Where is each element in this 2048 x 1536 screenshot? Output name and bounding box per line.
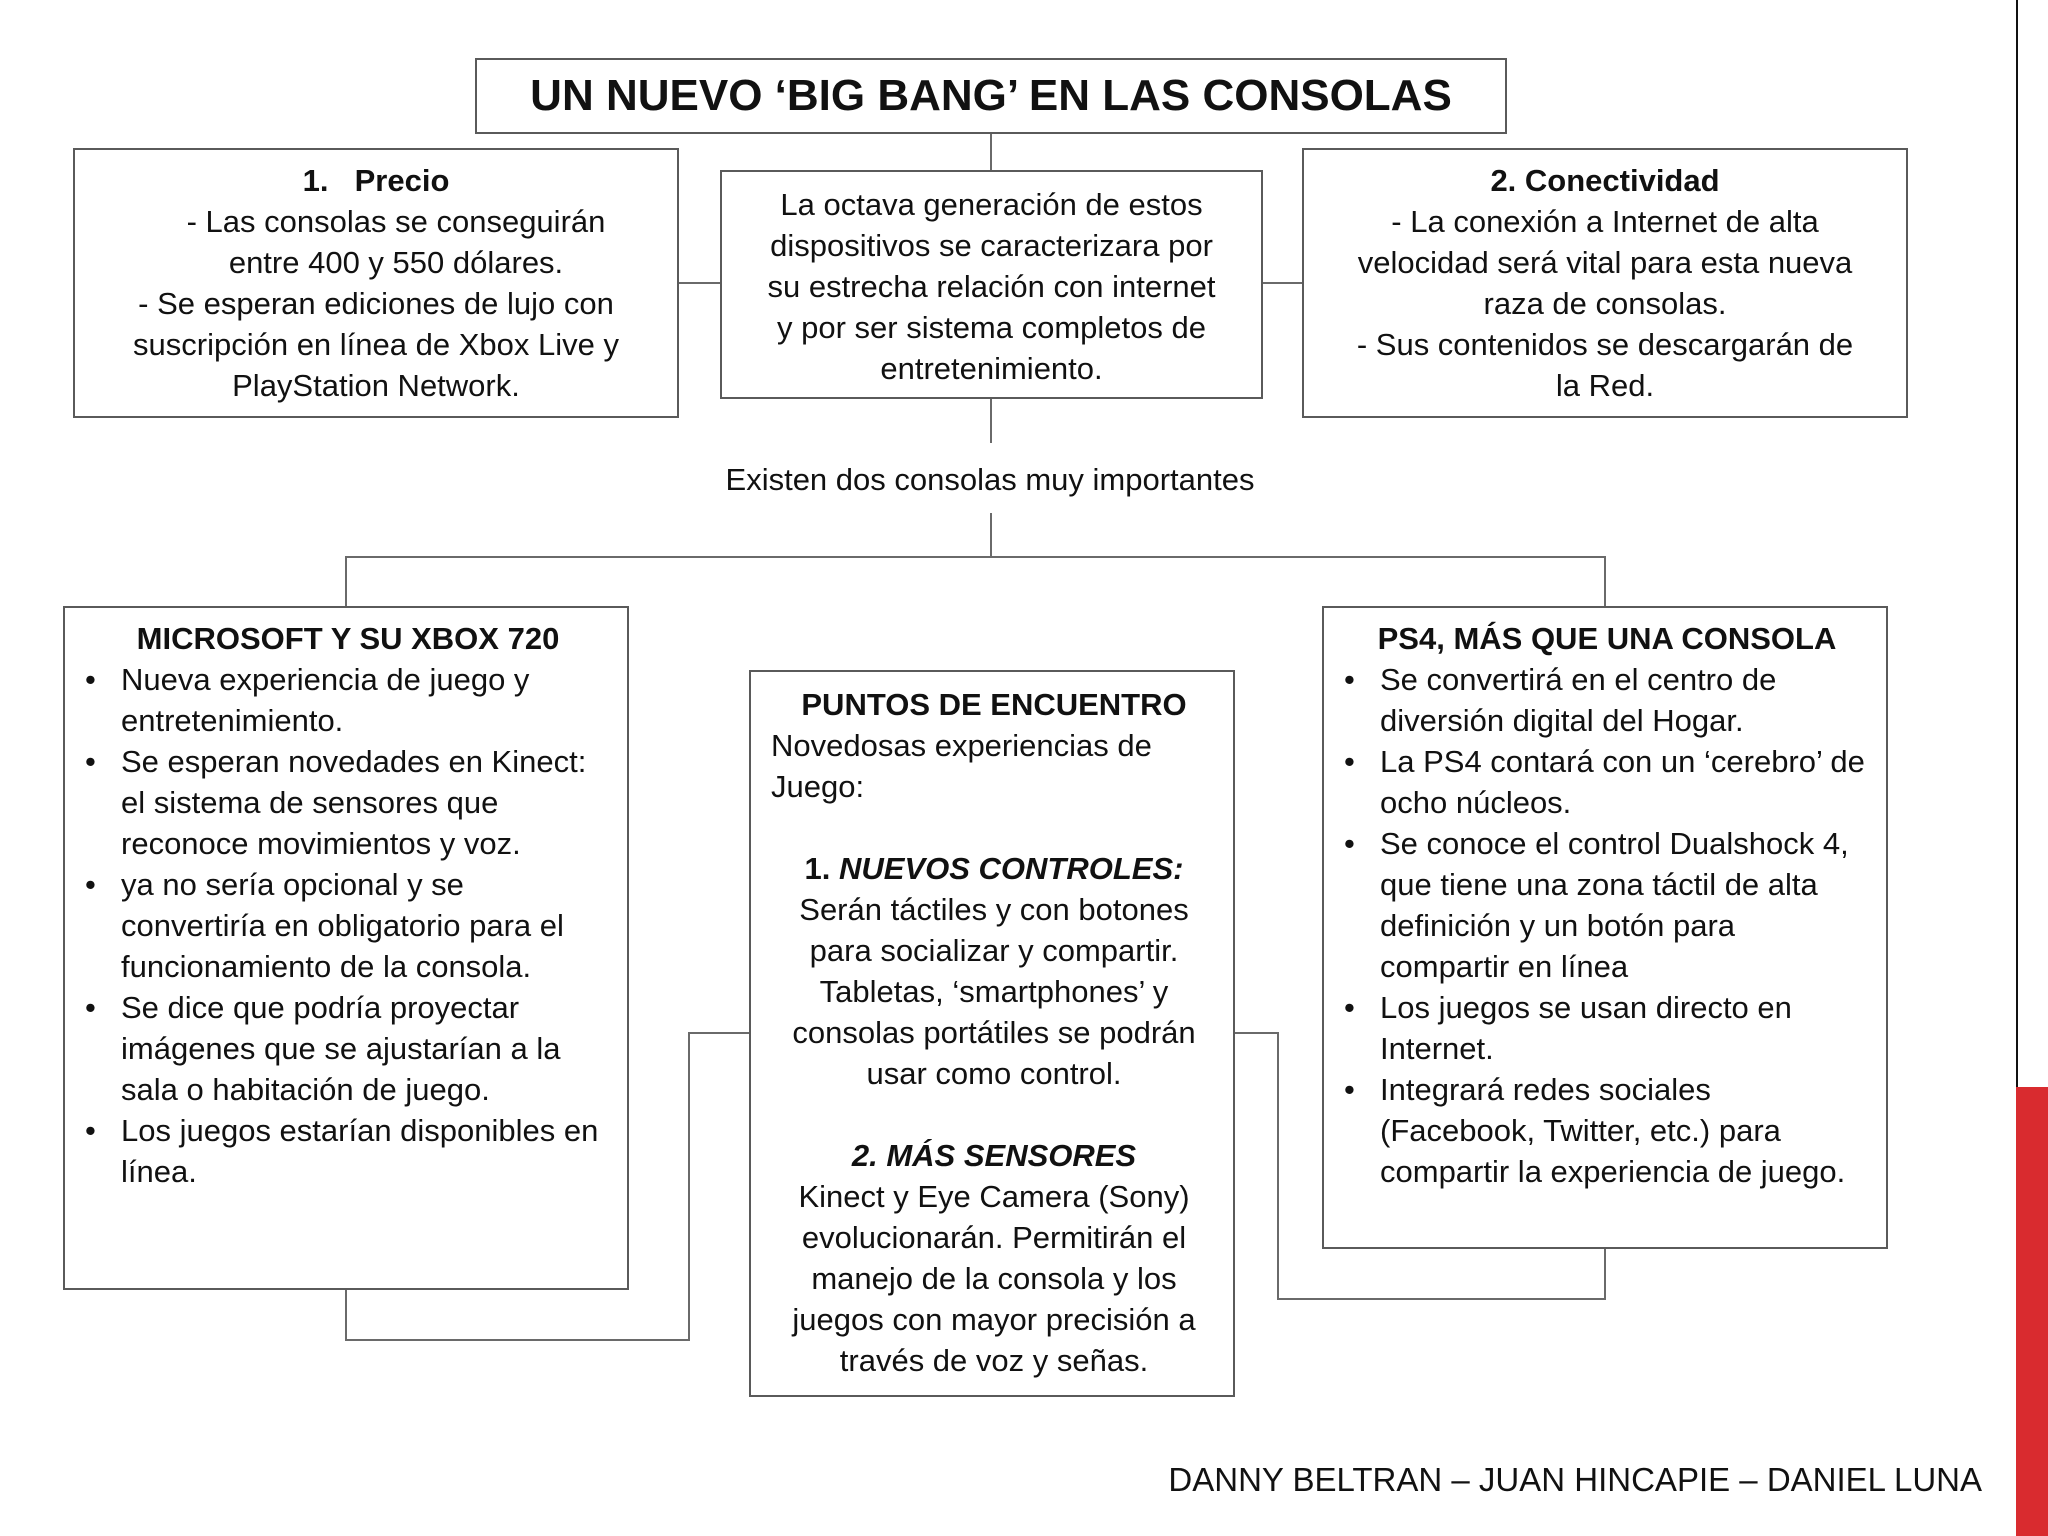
precio-line: - Se esperan ediciones de lujo con — [138, 286, 614, 321]
conectividad-line: - La conexión a Internet de alta — [1391, 204, 1819, 239]
ps4-item: • Los juegos se usan directo en Internet. — [1342, 987, 1872, 1069]
intro-line: entretenimiento. — [880, 351, 1103, 386]
connector-branch — [346, 557, 1605, 606]
ps4-box — [1322, 606, 1888, 1249]
puntos-heading: PUNTOS DE ENCUENTRO — [801, 687, 1187, 722]
precio-line: PlayStation Network. — [232, 368, 520, 403]
intro-line: dispositivos se caracterizara por — [770, 228, 1213, 263]
xbox-box — [63, 606, 629, 1290]
intro-box — [720, 170, 1263, 399]
conectividad-line: - Sus contenidos se descargarán de — [1356, 327, 1854, 362]
conectividad-heading: 2. Conectividad — [1490, 163, 1720, 198]
intro-line: La octava generación de estos — [780, 187, 1203, 222]
puntos-spacer — [771, 1094, 1217, 1135]
ps4-list — [1342, 659, 1872, 1192]
precio-box — [73, 148, 679, 418]
puntos-section-1-title — [771, 848, 1217, 889]
accent-bar — [2016, 1087, 2048, 1536]
title-box — [475, 58, 1507, 134]
diagram-title: UN NUEVO ‘BIG BANG’ EN LAS CONSOLAS — [530, 71, 1452, 120]
puntos-section-1-label: NUEVOS CONTROLES: — [839, 851, 1184, 886]
authors-footer: DANNY BELTRAN – JUAN HINCAPIE – DANIEL LUNA — [1168, 1461, 1982, 1498]
precio-line: - Las consolas se conseguirán — [186, 204, 606, 239]
precio-number: 1. — [302, 163, 329, 198]
puntos-section-2-text: Kinect y Eye Camera (Sony) evolucionarán. Permitirán el manejo de la consola y los juegos con mayor precisión a través de voz y señas. — [792, 1179, 1196, 1378]
conectividad-line: la Red. — [1555, 368, 1655, 403]
ps4-item: • La PS4 contará con un ‘cerebro’ de ocho núcleos. — [1342, 741, 1872, 823]
precio-heading — [75, 160, 677, 201]
conectividad-line: raza de consolas. — [1483, 286, 1727, 321]
xbox-item: • Nueva experiencia de juego y entretenimiento. — [83, 659, 613, 741]
puntos-section-1-text: Serán táctiles y con botones para socializar y compartir. Tabletas, ‘smartphones’ y consolas portátiles se podrán usar como control. — [792, 892, 1196, 1091]
ps4-item: • Se conoce el control Dualshock 4, que tiene una zona táctil de alta definición y un botón para compartir en línea — [1342, 823, 1872, 987]
xbox-list — [83, 659, 613, 1192]
precio-title: Precio — [354, 163, 450, 198]
xbox-item: • Se esperan novedades en Kinect: el sistema de sensores que reconoce movimientos y voz. — [83, 741, 613, 864]
conectividad-box — [1302, 148, 1908, 418]
ps4-heading: PS4, MÁS QUE UNA CONSOLA — [1377, 621, 1837, 656]
intro-line: y por ser sistema completos de — [776, 310, 1206, 345]
branch-label: Existen dos consolas muy importantes — [725, 462, 1255, 497]
ps4-item: • Se convertirá en el centro de diversión digital del Hogar. — [1342, 659, 1872, 741]
puntos-section-1-number: 1. — [804, 851, 831, 886]
xbox-heading: MICROSOFT Y SU XBOX 720 — [136, 621, 560, 656]
puntos-box — [749, 670, 1235, 1397]
intro-line: su estrecha relación con internet — [767, 269, 1216, 304]
precio-line: entre 400 y 550 dólares. — [228, 245, 564, 280]
xbox-item: • ya no sería opcional y se convertiría en obligatorio para el funcionamiento de la consola. — [83, 864, 613, 987]
xbox-item: • Se dice que podría proyectar imágenes que se ajustarían a la sala o habitación de juego. — [83, 987, 613, 1110]
conectividad-line: velocidad será vital para esta nueva — [1357, 245, 1853, 280]
precio-line: suscripción en línea de Xbox Live y — [133, 327, 619, 362]
xbox-item: • Los juegos estarían disponibles en línea. — [83, 1110, 613, 1192]
puntos-spacer — [771, 807, 1217, 848]
ps4-item: • Integrará redes sociales (Facebook, Twitter, etc.) para compartir la experiencia de juego. — [1342, 1069, 1872, 1192]
slide-edge-line — [2016, 0, 2018, 1087]
puntos-intro: Novedosas experiencias de Juego: — [771, 728, 1152, 804]
puntos-section-2-title: 2. MÁS SENSORES — [851, 1138, 1137, 1173]
